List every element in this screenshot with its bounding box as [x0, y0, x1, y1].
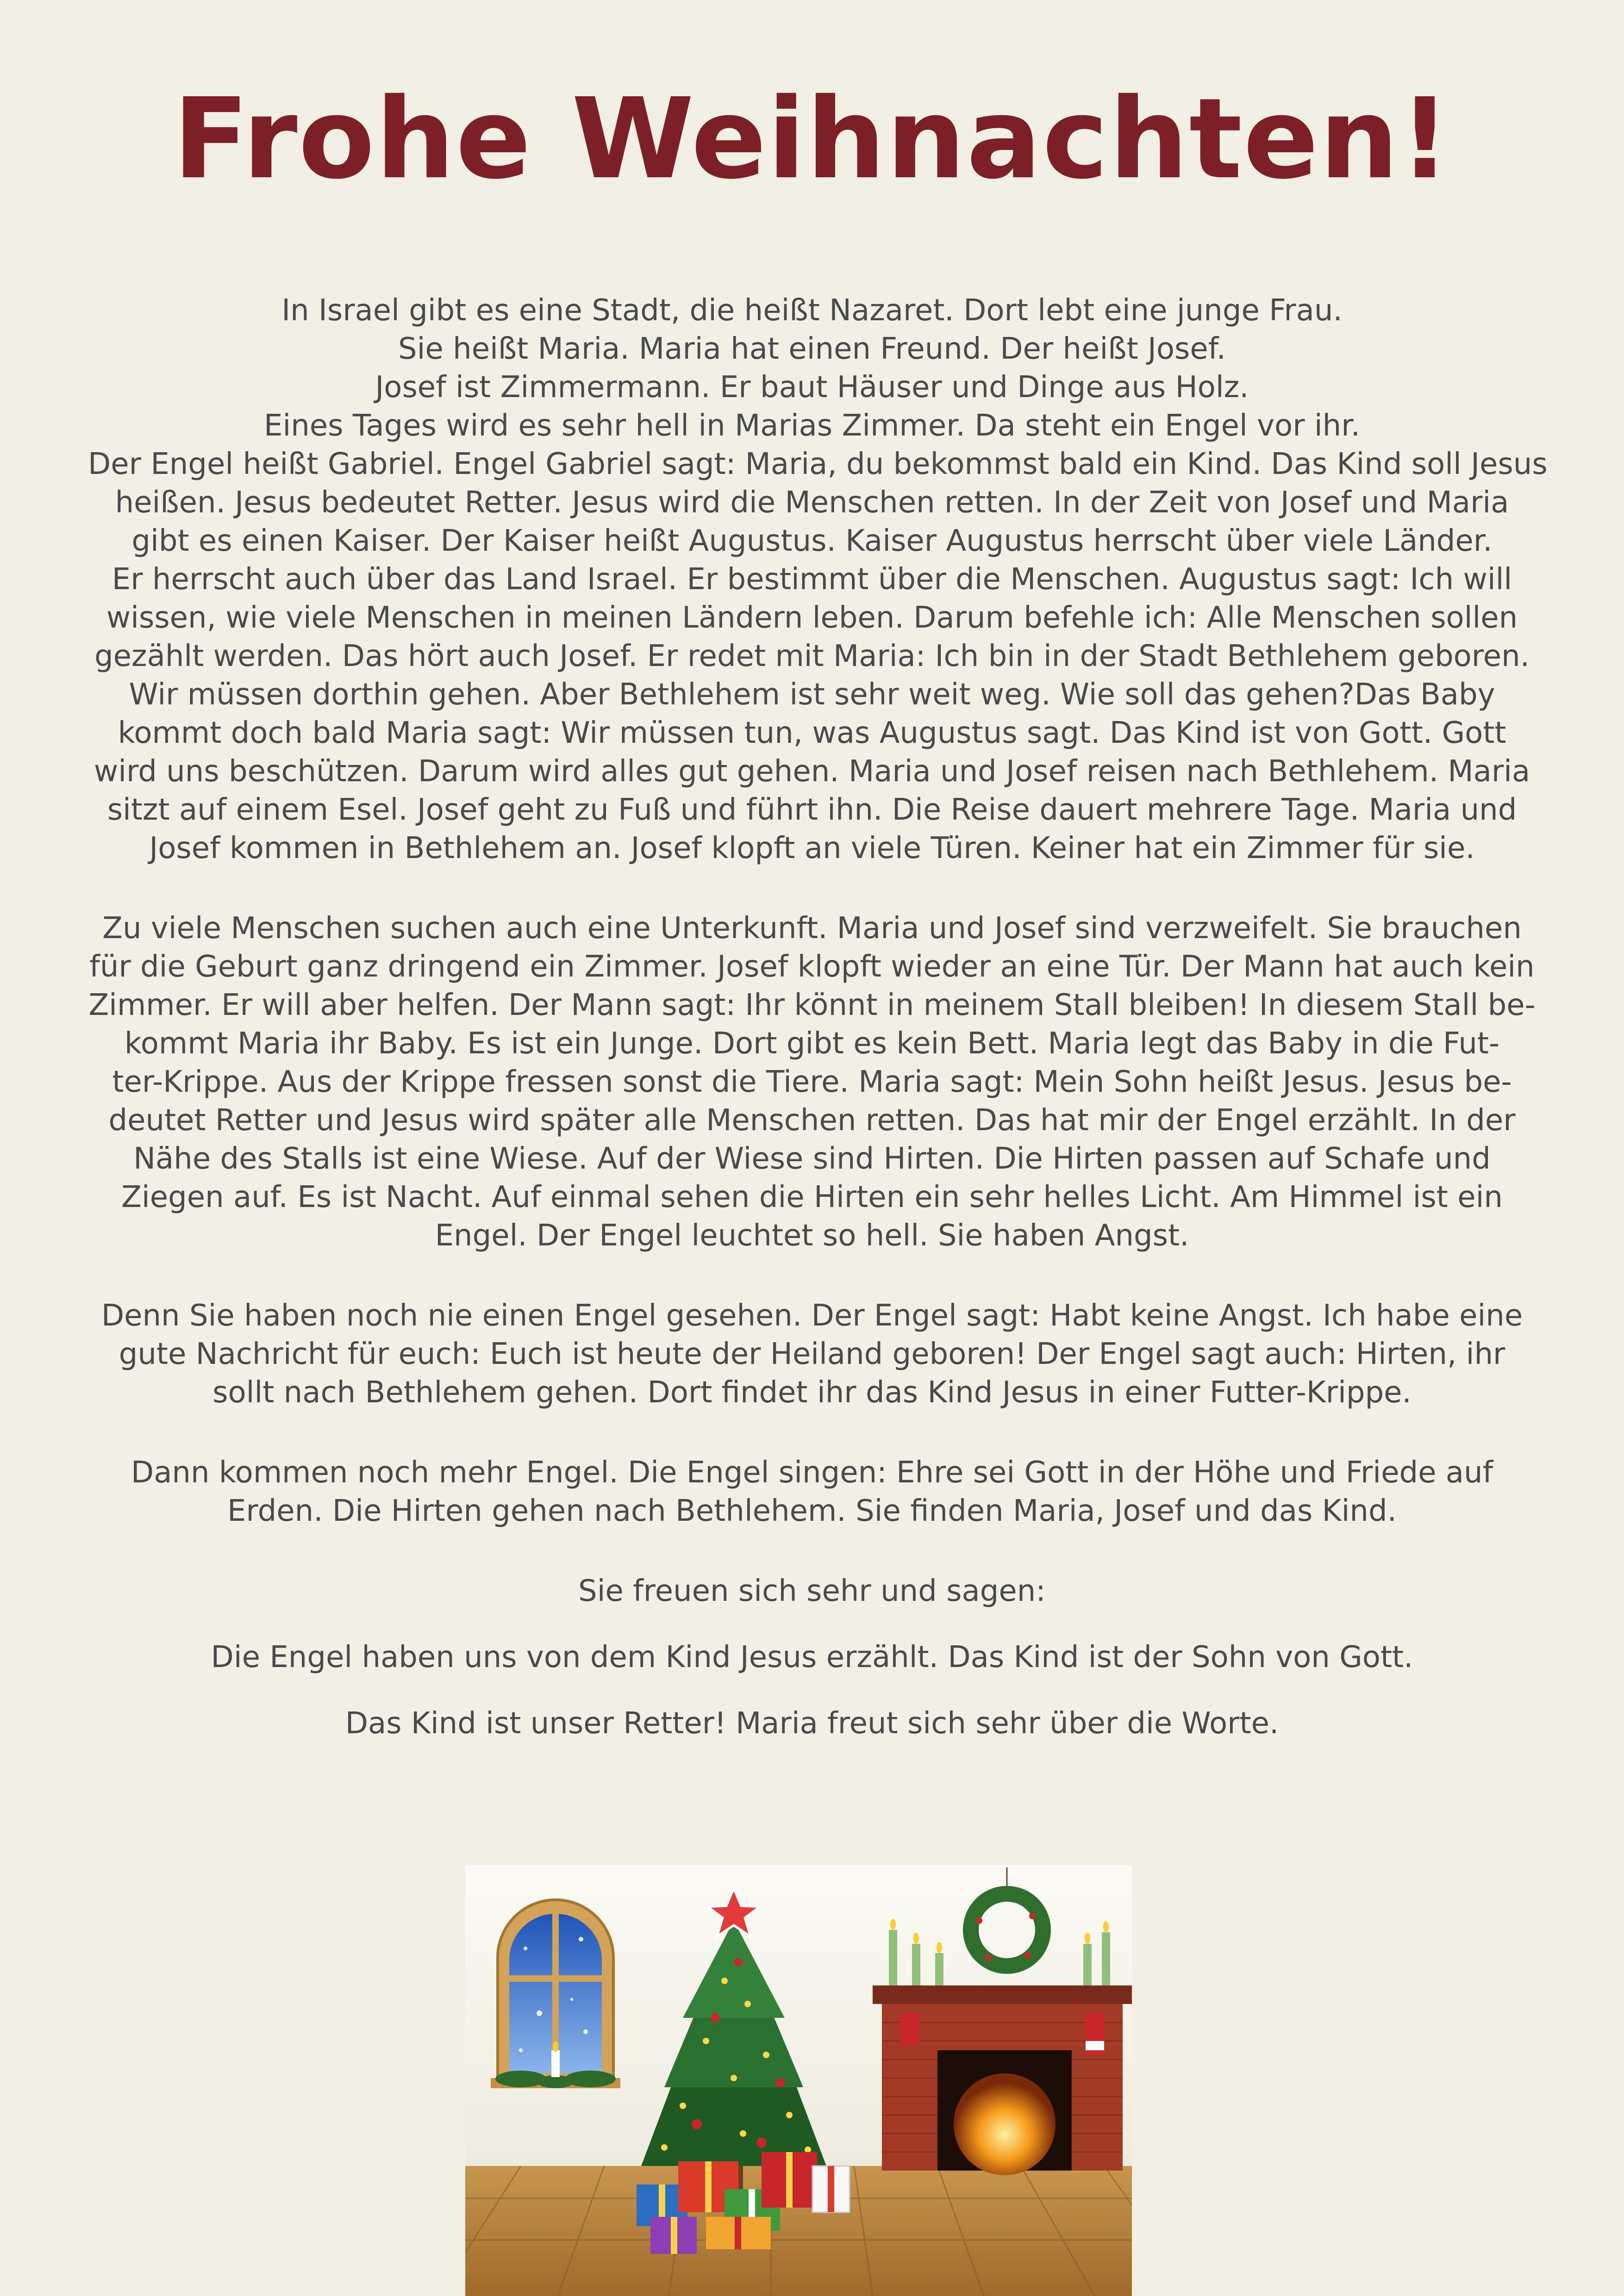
story-paragraph	[88, 1638, 1536, 1677]
story-line: deutet Retter und Jesus wird später alle Menschen retten. Das hat mir der Engel erzählt. In der	[108, 1103, 1516, 1138]
story-line: Josef ist Zimmermann. Er baut Häuser und Dinge aus Holz.	[375, 370, 1249, 404]
story-line: Erden. Die Hirten gehen nach Bethlehem. Sie finden Maria, Josef und das Kind.	[227, 1494, 1397, 1528]
story-line: Zimmer. Er will aber helfen. Der Mann sagt: Ihr könnt in meinem Stall bleiben! In diesem Stall be-	[88, 988, 1536, 1022]
story-paragraph	[88, 292, 1548, 868]
story-line: kommt doch bald Maria sagt: Wir müssen tun, was Augustus sagt. Das Kind ist von Gott. Gott	[118, 716, 1506, 750]
story-text	[88, 292, 1548, 1785]
story-line: für die Geburt ganz dringend ein Zimmer. Josef klopft wieder an eine Tür. Der Mann hat auch kein	[89, 950, 1535, 984]
story-line: Er herrscht auch über das Land Israel. Er bestimmt über die Menschen. Augustus sagt: Ich will	[112, 562, 1512, 597]
page-title: Frohe Weihnachten!	[173, 74, 1451, 204]
story-line: Sie freuen sich sehr und sagen:	[578, 1574, 1046, 1608]
story-line: gibt es einen Kaiser. Der Kaiser heißt Augustus. Kaiser Augustus herrscht über viele Länder.	[131, 524, 1493, 558]
story-line: heißen. Jesus bedeutet Retter. Jesus wird die Menschen retten. In der Zeit von Josef und Maria	[115, 485, 1509, 520]
story-line: wissen, wie viele Menschen in meinen Ländern leben. Darum befehle ich: Alle Menschen sollen	[106, 601, 1518, 635]
story-line: Sie heißt Maria. Maria hat einen Freund. Der heißt Josef.	[398, 332, 1226, 366]
story-line: Eines Tages wird es sehr hell in Marias Zimmer. Da steht ein Engel vor ihr.	[264, 409, 1360, 443]
story-paragraph	[88, 1297, 1536, 1412]
christmas-scene-illustration	[465, 1865, 1132, 2296]
story-line: Engel. Der Engel leuchtet so hell. Sie haben Angst.	[435, 1219, 1189, 1253]
story-line: In Israel gibt es eine Stadt, die heißt Nazaret. Dort lebt eine junge Frau.	[281, 293, 1343, 328]
story-line: sollt nach Bethlehem gehen. Dort findet ihr das Kind Jesus in einer Futter-Krippe.	[212, 1375, 1412, 1410]
story-line: Wir müssen dorthin gehen. Aber Bethlehem ist sehr weit weg. Wie soll das gehen?Das Baby	[129, 678, 1495, 712]
story-paragraph	[88, 909, 1536, 1255]
story-line: wird uns beschützen. Darum wird alles gut gehen. Maria und Josef reisen nach Bethlehem. Maria	[94, 754, 1530, 789]
story-line: Der Engel heißt Gabriel. Engel Gabriel sagt: Maria, du bekommst bald ein Kind. Das Kind soll Jesus	[88, 447, 1548, 481]
story-paragraph	[88, 1454, 1536, 1531]
story-line: Ziegen auf. Es ist Nacht. Auf einmal sehen die Hirten ein sehr helles Licht. Am Himmel ist ein	[121, 1180, 1503, 1214]
story-line: kommt Maria ihr Baby. Es ist ein Junge. Dort gibt es kein Bett. Maria legt das Baby in die Fut-	[124, 1027, 1500, 1061]
story-line: Denn Sie haben noch nie einen Engel gesehen. Der Engel sagt: Habt keine Angst. Ich habe eine	[101, 1299, 1523, 1333]
story-line: gute Nachricht für euch: Euch ist heute der Heiland geboren! Der Engel sagt auch: Hirten, ihr	[119, 1337, 1505, 1371]
story-paragraph	[88, 1572, 1536, 1611]
story-paragraph	[88, 1705, 1536, 1743]
story-line: Das Kind ist unser Retter! Maria freut sich sehr über die Worte.	[345, 1706, 1279, 1741]
story-line: Nähe des Stalls ist eine Wiese. Auf der Wiese sind Hirten. Die Hirten passen auf Schafe und	[133, 1142, 1491, 1176]
fireplace-icon	[873, 1985, 1132, 2175]
window-icon	[491, 1900, 620, 2088]
story-line: Die Engel haben uns von dem Kind Jesus erzählt. Das Kind ist der Sohn von Gott.	[211, 1640, 1413, 1674]
story-line: Dann kommen noch mehr Engel. Die Engel singen: Ehre sei Gott in der Höhe und Friede auf	[131, 1456, 1493, 1490]
story-line: Zu viele Menschen suchen auch eine Unterkunft. Maria und Josef sind verzweifelt. Sie brauchen	[102, 911, 1522, 946]
story-line: gezählt werden. Das hört auch Josef. Er redet mit Maria: Ich bin in der Stadt Bethlehem geboren.	[94, 639, 1530, 673]
story-line: ter-Krippe. Aus der Krippe fressen sonst die Tiere. Maria sagt: Mein Sohn heißt Jesus. Jesus be-	[112, 1065, 1512, 1099]
story-line: sitzt auf einem Esel. Josef geht zu Fuß und führt ihn. Die Reise dauert mehrere Tage. Maria und	[107, 793, 1517, 827]
story-line: Josef kommen in Bethlehem an. Josef klopft an viele Türen. Keiner hat ein Zimmer für sie.	[149, 831, 1475, 865]
